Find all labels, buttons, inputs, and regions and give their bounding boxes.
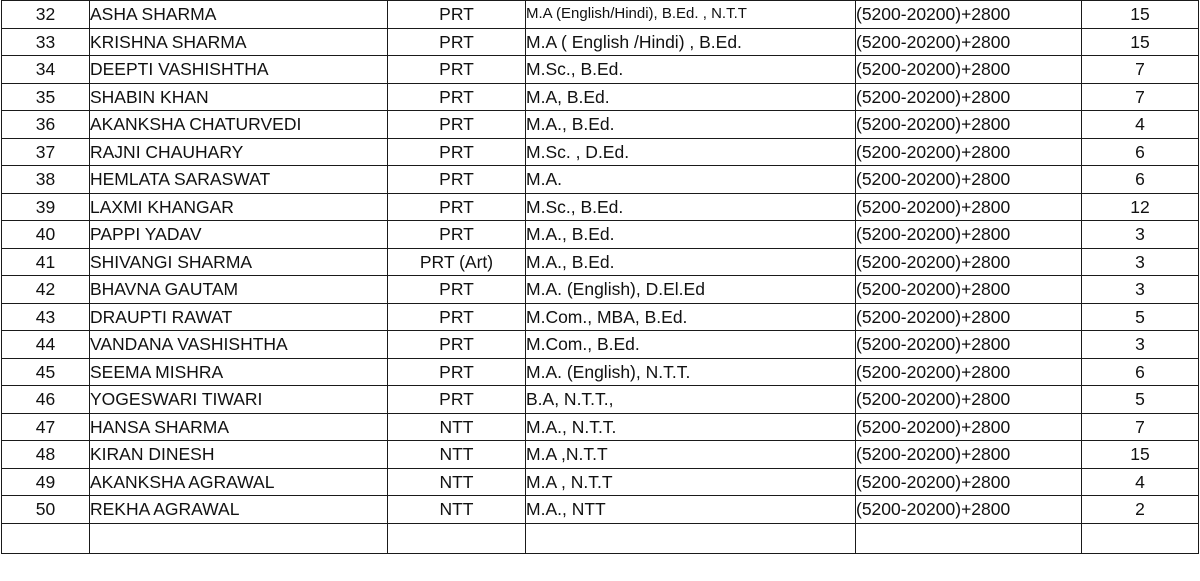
experience-cell: 15: [1082, 1, 1199, 29]
serial-number-cell: 47: [2, 413, 90, 441]
qualification-cell: M.A ,N.T.T: [526, 441, 856, 469]
empty-cell: [90, 523, 388, 553]
serial-number-cell: 42: [2, 276, 90, 304]
staff-table-body: [2, 1, 1199, 554]
post-cell: PRT: [388, 56, 526, 84]
qualification-cell: B.A, N.T.T.,: [526, 386, 856, 414]
experience-cell: 15: [1082, 441, 1199, 469]
table-row: [2, 28, 1199, 56]
experience-cell: 7: [1082, 56, 1199, 84]
teacher-name-cell: DRAUPTI RAWAT: [90, 303, 388, 331]
experience-cell: 7: [1082, 83, 1199, 111]
teacher-name-cell: VANDANA VASHISHTHA: [90, 331, 388, 359]
post-cell: PRT: [388, 138, 526, 166]
pay-scale-cell: (5200-20200)+2800: [856, 221, 1082, 249]
pay-scale-cell: (5200-20200)+2800: [856, 248, 1082, 276]
empty-cell: [1082, 523, 1199, 553]
qualification-cell: M.A., NTT: [526, 496, 856, 524]
table-row: [2, 193, 1199, 221]
qualification-cell: M.A , N.T.T: [526, 468, 856, 496]
qualification-cell: M.Sc., B.Ed.: [526, 193, 856, 221]
teacher-name-cell: DEEPTI VASHISHTHA: [90, 56, 388, 84]
qualification-cell: M.A. (English), N.T.T.: [526, 358, 856, 386]
teacher-name-cell: YOGESWARI TIWARI: [90, 386, 388, 414]
teacher-name-cell: AKANKSHA CHATURVEDI: [90, 111, 388, 139]
table-row: [2, 83, 1199, 111]
serial-number-cell: 50: [2, 496, 90, 524]
post-cell: PRT: [388, 358, 526, 386]
teacher-name-cell: ASHA SHARMA: [90, 1, 388, 29]
serial-number-cell: 46: [2, 386, 90, 414]
staff-table: [1, 0, 1199, 554]
teacher-name-cell: KIRAN DINESH: [90, 441, 388, 469]
pay-scale-cell: (5200-20200)+2800: [856, 331, 1082, 359]
post-cell: PRT: [388, 221, 526, 249]
teacher-name-cell: SEEMA MISHRA: [90, 358, 388, 386]
pay-scale-cell: (5200-20200)+2800: [856, 441, 1082, 469]
pay-scale-cell: (5200-20200)+2800: [856, 386, 1082, 414]
teacher-name-cell: LAXMI KHANGAR: [90, 193, 388, 221]
post-cell: PRT: [388, 193, 526, 221]
qualification-cell: M.A, B.Ed.: [526, 83, 856, 111]
experience-cell: 2: [1082, 496, 1199, 524]
pay-scale-cell: (5200-20200)+2800: [856, 276, 1082, 304]
teacher-name-cell: REKHA AGRAWAL: [90, 496, 388, 524]
pay-scale-cell: (5200-20200)+2800: [856, 1, 1082, 29]
serial-number-cell: 33: [2, 28, 90, 56]
qualification-cell: M.A., N.T.T.: [526, 413, 856, 441]
teacher-name-cell: PAPPI YADAV: [90, 221, 388, 249]
experience-cell: 5: [1082, 303, 1199, 331]
post-cell: NTT: [388, 468, 526, 496]
pay-scale-cell: (5200-20200)+2800: [856, 111, 1082, 139]
teacher-name-cell: HANSA SHARMA: [90, 413, 388, 441]
empty-cell: [526, 523, 856, 553]
experience-cell: 4: [1082, 468, 1199, 496]
table-row: [2, 331, 1199, 359]
pay-scale-cell: (5200-20200)+2800: [856, 166, 1082, 194]
experience-cell: 3: [1082, 221, 1199, 249]
serial-number-cell: 39: [2, 193, 90, 221]
empty-table-row: [2, 523, 1199, 553]
table-row: [2, 111, 1199, 139]
pay-scale-cell: (5200-20200)+2800: [856, 83, 1082, 111]
serial-number-cell: 35: [2, 83, 90, 111]
serial-number-cell: 38: [2, 166, 90, 194]
table-row: [2, 468, 1199, 496]
post-cell: PRT: [388, 331, 526, 359]
pay-scale-cell: (5200-20200)+2800: [856, 358, 1082, 386]
table-row: [2, 1, 1199, 29]
qualification-cell: M.A., B.Ed.: [526, 221, 856, 249]
serial-number-cell: 45: [2, 358, 90, 386]
table-row: [2, 303, 1199, 331]
qualification-cell: M.A. (English), D.El.Ed: [526, 276, 856, 304]
post-cell: PRT: [388, 111, 526, 139]
serial-number-cell: 44: [2, 331, 90, 359]
empty-cell: [388, 523, 526, 553]
serial-number-cell: 43: [2, 303, 90, 331]
pay-scale-cell: (5200-20200)+2800: [856, 303, 1082, 331]
post-cell: PRT: [388, 83, 526, 111]
table-row: [2, 441, 1199, 469]
experience-cell: 15: [1082, 28, 1199, 56]
qualification-cell: M.A.: [526, 166, 856, 194]
serial-number-cell: 40: [2, 221, 90, 249]
post-cell: NTT: [388, 441, 526, 469]
table-row: [2, 166, 1199, 194]
empty-cell: [2, 523, 90, 553]
pay-scale-cell: (5200-20200)+2800: [856, 496, 1082, 524]
experience-cell: 3: [1082, 248, 1199, 276]
experience-cell: 6: [1082, 138, 1199, 166]
experience-cell: 12: [1082, 193, 1199, 221]
teacher-name-cell: HEMLATA SARASWAT: [90, 166, 388, 194]
post-cell: PRT: [388, 28, 526, 56]
qualification-cell: M.A (English/Hindi), B.Ed. , N.T.T: [526, 1, 856, 29]
serial-number-cell: 36: [2, 111, 90, 139]
pay-scale-cell: (5200-20200)+2800: [856, 138, 1082, 166]
table-row: [2, 138, 1199, 166]
experience-cell: 5: [1082, 386, 1199, 414]
post-cell: PRT: [388, 276, 526, 304]
teacher-name-cell: SHIVANGI SHARMA: [90, 248, 388, 276]
table-row: [2, 386, 1199, 414]
empty-cell: [856, 523, 1082, 553]
post-cell: NTT: [388, 413, 526, 441]
teacher-name-cell: SHABIN KHAN: [90, 83, 388, 111]
serial-number-cell: 48: [2, 441, 90, 469]
qualification-cell: M.A., B.Ed.: [526, 248, 856, 276]
teacher-name-cell: AKANKSHA AGRAWAL: [90, 468, 388, 496]
pay-scale-cell: (5200-20200)+2800: [856, 413, 1082, 441]
post-cell: PRT: [388, 386, 526, 414]
qualification-cell: M.A ( English /Hindi) , B.Ed.: [526, 28, 856, 56]
qualification-cell: M.Sc., B.Ed.: [526, 56, 856, 84]
experience-cell: 6: [1082, 358, 1199, 386]
serial-number-cell: 41: [2, 248, 90, 276]
pay-scale-cell: (5200-20200)+2800: [856, 468, 1082, 496]
pay-scale-cell: (5200-20200)+2800: [856, 56, 1082, 84]
serial-number-cell: 32: [2, 1, 90, 29]
qualification-cell: M.A., B.Ed.: [526, 111, 856, 139]
experience-cell: 7: [1082, 413, 1199, 441]
table-row: [2, 248, 1199, 276]
table-row: [2, 276, 1199, 304]
serial-number-cell: 37: [2, 138, 90, 166]
qualification-cell: M.Com., MBA, B.Ed.: [526, 303, 856, 331]
table-row: [2, 221, 1199, 249]
post-cell: PRT: [388, 166, 526, 194]
qualification-cell: M.Sc. , D.Ed.: [526, 138, 856, 166]
table-row: [2, 413, 1199, 441]
teacher-name-cell: BHAVNA GAUTAM: [90, 276, 388, 304]
serial-number-cell: 34: [2, 56, 90, 84]
serial-number-cell: 49: [2, 468, 90, 496]
qualification-cell: M.Com., B.Ed.: [526, 331, 856, 359]
teacher-name-cell: KRISHNA SHARMA: [90, 28, 388, 56]
pay-scale-cell: (5200-20200)+2800: [856, 193, 1082, 221]
post-cell: NTT: [388, 496, 526, 524]
table-row: [2, 496, 1199, 524]
post-cell: PRT (Art): [388, 248, 526, 276]
post-cell: PRT: [388, 1, 526, 29]
experience-cell: 3: [1082, 331, 1199, 359]
pay-scale-cell: (5200-20200)+2800: [856, 28, 1082, 56]
experience-cell: 6: [1082, 166, 1199, 194]
post-cell: PRT: [388, 303, 526, 331]
table-row: [2, 358, 1199, 386]
experience-cell: 3: [1082, 276, 1199, 304]
table-row: [2, 56, 1199, 84]
experience-cell: 4: [1082, 111, 1199, 139]
teacher-name-cell: RAJNI CHAUHARY: [90, 138, 388, 166]
